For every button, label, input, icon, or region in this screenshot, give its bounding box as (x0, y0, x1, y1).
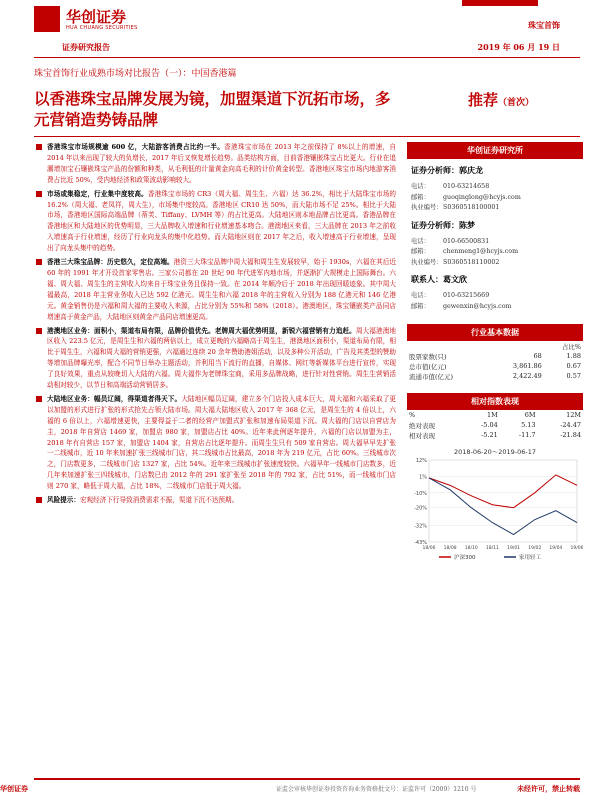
rating (468, 89, 534, 110)
header-accent-bar (462, 0, 538, 6)
analyst-name: 证券分析师：郭庆龙 (411, 165, 483, 175)
cell: 5.13 (521, 421, 536, 429)
industry-data-header: 行业基本数据 (407, 324, 583, 341)
bullet-lead: 风险提示： (47, 496, 80, 505)
col-header: % (409, 411, 416, 419)
bullet-lead: 港澳地区业务：面积小，渠道布局有限，品牌价值优先。老牌周大福优势明显，新锐六福营销有力追赶。 (47, 326, 356, 335)
analyst-row (411, 302, 583, 313)
bullet-square-icon (36, 497, 42, 503)
bullet-lead: 市场或集稳定，行业集中度较高。 (47, 189, 148, 198)
cell: -5.04 (481, 421, 498, 429)
chart-title: 2018-06-20～2019-06-17 (453, 448, 537, 456)
row-label: 相对表现 (409, 431, 435, 440)
bullet-square-icon (36, 191, 42, 197)
row-key: 执业编号： (411, 204, 443, 211)
analyst-row (411, 291, 583, 302)
footer-divider (34, 778, 580, 780)
title-divider (34, 136, 580, 137)
sidebar (407, 142, 583, 570)
chart-ytick-label: -20% (414, 505, 427, 512)
row-key: 邮箱： (411, 302, 430, 310)
chart-ytick-label: 12% (415, 458, 427, 464)
bullet-lead: 香港珠宝市场规模逾 600 亿，大陆游客消费占比约一半。 (47, 143, 225, 151)
header-date: 2019 年 06 月 19 日 (477, 42, 560, 52)
row-value: S0360518100001 (443, 204, 500, 211)
footer-license: 证监会审核华创证券投资咨询业务资格批文号：证监许可（2009）1210 号 (276, 786, 477, 793)
bullet-mainland-business (36, 394, 396, 492)
summary-bullets (36, 142, 396, 509)
chart-xtick-label: 18/10 (464, 546, 478, 551)
bullet-text: 香港珠宝市场在 2013 年之前保持了 8%以上的增速，自 2014 年以来出现了较大的负增长，2017 年后又恢复增长趋势。品类结构方面，目前香港镶嵌珠宝占比更大。行业在追潮增加宝石镶嵌珠宝产品的份额和种类，从毛利低的计量黄金向高毛利的计价黄金转型。香港地区珠宝市场内地游客消费占比近 50%，受内地经济和政策波动影响较大。 (47, 143, 397, 184)
cell: -21.84 (560, 431, 581, 439)
logo-cn: 华创证券 (66, 8, 127, 26)
chart-ytick-label: -43% (414, 540, 427, 546)
bullet-lead: 香港三大珠宝品牌：历史悠久，定位高端。 (47, 258, 174, 267)
bullet-text: 宏观经济下行导致消费需求不振，渠道下沉不达预期。 (79, 496, 239, 505)
footer-disclaimer: 未经许可，禁止转载 (517, 784, 580, 793)
bullet-square-icon (36, 144, 42, 150)
perf-table (407, 410, 583, 440)
header-divider (34, 57, 580, 58)
bullet-text: 周大福港澳地区收入 223.5 亿元，是周生生和六福的两倍以上，成立更晚的六福略高于周生生，港澳地区面积小，渠道布局有限，相比于周生生，六福和周大福的营销更强，六福通过连续 20 余年赞助港姐活动，以及多种公开活动，广告及其类型的赞助等增加品牌曝光率，配合不同节日举办主题活动，并利用当下流行的直播，自媒体、网红等新媒体平台进行宣传，实现了良好效果，重点从较晚切入大陆的六福。周大福作为老牌珠宝商，采用多品牌战略，进行针对性营销。周生生营销活动相对较少，以节日和高端活动营销居多。 (47, 326, 397, 390)
company-logo-icon (34, 6, 60, 32)
col-pct: 占比% (561, 342, 581, 351)
bullet-market-size (36, 142, 396, 186)
analyst-row (411, 203, 583, 214)
table-row (407, 341, 583, 351)
row-value: 3,861.86 (512, 362, 542, 370)
row-pct: 0.67 (566, 362, 581, 370)
report-series: 珠宝首饰行业成熟市场对比报告（一）：中国香港篇 (34, 69, 237, 79)
analyst-row (411, 193, 583, 204)
bullet-text: 香港珠宝市场的 CR3（周大福、周生生、六福）达 36.2%，相比于大陆珠宝市场的 16.2%（周大福、老凤祥，周大生），市场集中度较高。香港地区 CR10 达 50%，而大陆市场不足 25%。相比于大陆市场，香港地区国际高端品牌（蒂芙、Tiffany、LVMH 等）的占比更高。大陆地区则本地品牌占比更高。香港品牌在香港地区和大陆地区的优势明显，三大品牌收入增速和行业增速基本吻合。港澳地区来看，三大品牌在 2013 年之前收入增速高于行业增速，经历了行业向龙头的集中化趋势。而大陆地区则在 2017 年之后，收入增速高于行业增速，呈现出了向龙头集中的趋势。 (47, 189, 397, 253)
analyst-block (411, 165, 583, 312)
chart-xtick-label: 19/01 (507, 546, 521, 551)
bullet-text: 大陆地区幅员辽阔，建立多个门店投入成本巨大，周大福和六福采取了更以加盟的形式进行扩张的形式抢先占领大陆市场。周大福大陆地区收入 2017 年 368 亿元，是周生生的 4 倍以上，六福的 6 倍以上，六福增速更快，主要得益于二者的经营产加盟式扩张和加速布局渠道下沉。周大福的门店以自营店为主，2018 年自营店 1469 家，加盟店 980 家，加盟店占比 40%。近年来此例逐年提升，六福的门店以加盟为主，2018 年有自营店 157 家，加盟店 1404 家，自营店占比逐年提升。而周生生只有 509 家自营店。周大福早早先扩张一二线城市，近 10 年来加速扩张三线城市门店，其二线城市占比最高，2018 年为 219 亿元，占比 60%。三线城市次之，门店数更多，二线城市门店 1327 家，占比 54%。近年来三线城市扩张速度较快。六福早年一线城市门店数多，近几年来加速扩张三四线城市，门店数已由 2012 年的 291 家扩张至 2018 年的 792 家，占比 51%，而一线城市门店则 270 家，略低于周大福，占比 18%，二线城市门店低于周大福。 (47, 394, 397, 491)
row-value: 010-63215669 (443, 292, 490, 299)
bullet-square-icon (36, 396, 42, 402)
row-key: 邮箱： (411, 193, 430, 201)
col-header: 12M (566, 411, 581, 419)
row-label: 绝对表现 (409, 421, 435, 430)
chart-xtick-label: 19/06 (570, 546, 583, 551)
chart-ytick-label: 1% (419, 474, 427, 481)
cell: -24.47 (560, 421, 581, 429)
cell: -11.7 (518, 431, 536, 439)
row-value: 68 (533, 352, 542, 360)
row-value: 010-66500831 (443, 237, 490, 245)
col-header: 1M (486, 411, 498, 419)
rating-note: （首次） (498, 98, 535, 108)
bullet-hk-business (36, 326, 396, 391)
table-row (407, 351, 583, 361)
contact-name: 联系人：葛文欣 (411, 274, 467, 284)
row-key: 执业编号： (411, 258, 443, 266)
footer-cert: 华创证券 (0, 784, 28, 793)
row-pct: 1.88 (566, 352, 581, 360)
chart-plot-frame (429, 460, 577, 542)
row-value: gewenxin@hcyjs.com (443, 302, 512, 310)
chart-legend-label: 家用轻工 (519, 555, 542, 561)
industry-data-table (407, 341, 583, 381)
logo-en: HUA CHUANG SECURITIES (66, 25, 138, 31)
header-industry: 珠宝首饰 (528, 20, 560, 30)
analyst-row (411, 247, 583, 258)
row-value: guoqinglong@hcyjs.com (443, 193, 521, 201)
col-header: 6M (524, 411, 536, 419)
chart-xtick-label: 18/06 (422, 546, 436, 551)
bullet-square-icon (36, 328, 42, 334)
bullet-risk (36, 495, 396, 506)
bullet-concentration (36, 189, 396, 254)
row-label: 股票家数(只) (409, 352, 447, 361)
row-label: 总市值(亿元) (409, 362, 447, 371)
table-row (407, 410, 583, 420)
row-key: 邮箱： (411, 248, 430, 255)
bullet-text: 港资三大珠宝品牌中周大福和周生生发展较早，始于 1930s，六福在其后近 60 年的 1991 年才开设首家零售店。三家公司都在 20 世纪 90 年代进军内地市场，并逐渐扩大规模走上国际舞台。六福、周大福、周生生的主营收入均来自于珠宝业务且保持一致。在 2014 年顺冷后于 2018 年出现回暖迹象。其中周大福最高，2018 年主营业务收入已达 592 亿港元。周生生和六福 2018 年的主营收入分别为 188 亿港元和 146 亿港元。黄金销售仍是六福和周大福的主要收入来源，占比分别为 55%和 58%（2018）。港澳地区，珠宝镶嵌类产品同店增速高于黄金产品，大陆地区则黄金产品同店增速更高。 (47, 258, 397, 321)
bullet-lead: 大陆地区业务：幅员辽阔，得渠道者得天下。 (47, 394, 182, 403)
rating-value: 推荐 (468, 91, 499, 109)
analyst-row (411, 258, 583, 269)
row-key: 电话： (411, 237, 430, 245)
chart-legend-label: 沪深300 (454, 555, 476, 561)
row-value: S0360518110002 (443, 258, 500, 266)
row-value: 2,422.49 (512, 372, 542, 380)
analyst-row (411, 182, 583, 193)
chart-xtick-label: 19/02 (528, 546, 542, 551)
perf-header: 相对指数表现 (407, 393, 583, 410)
row-label: 流通市值(亿元) (409, 372, 454, 381)
row-pct: 0.57 (566, 372, 581, 380)
chart-xtick-label: 19/04 (549, 546, 563, 551)
analyst-name: 证券分析师：陈梦 (411, 219, 475, 230)
table-row (407, 430, 583, 440)
row-key: 电话： (411, 292, 430, 299)
chart-xtick-label: 18/11 (485, 546, 499, 551)
bullet-brands (36, 257, 396, 322)
chart-ytick-label: -10% (414, 490, 427, 497)
row-value: 010-63214658 (443, 183, 490, 190)
chart-xtick-label: 18/08 (443, 546, 457, 551)
table-row (407, 361, 583, 371)
row-value: chenmeng1@hcyjs.com (443, 248, 519, 255)
row-key: 电话： (411, 183, 430, 190)
perf-line-chart (407, 446, 583, 566)
analyst-row (411, 237, 583, 248)
table-row (407, 371, 583, 381)
institute-header: 华创证券研究所 (407, 142, 583, 159)
page-title: 以香港珠宝品牌发展为镜，加盟渠道下沉拓市场，多元营销造势铸品牌 (34, 89, 391, 129)
cell: -5.21 (481, 431, 498, 439)
table-row (407, 420, 583, 430)
bullet-square-icon (36, 259, 42, 265)
chart-ytick-label: -32% (414, 523, 427, 530)
report-type: 证券研究报告 (62, 42, 110, 52)
